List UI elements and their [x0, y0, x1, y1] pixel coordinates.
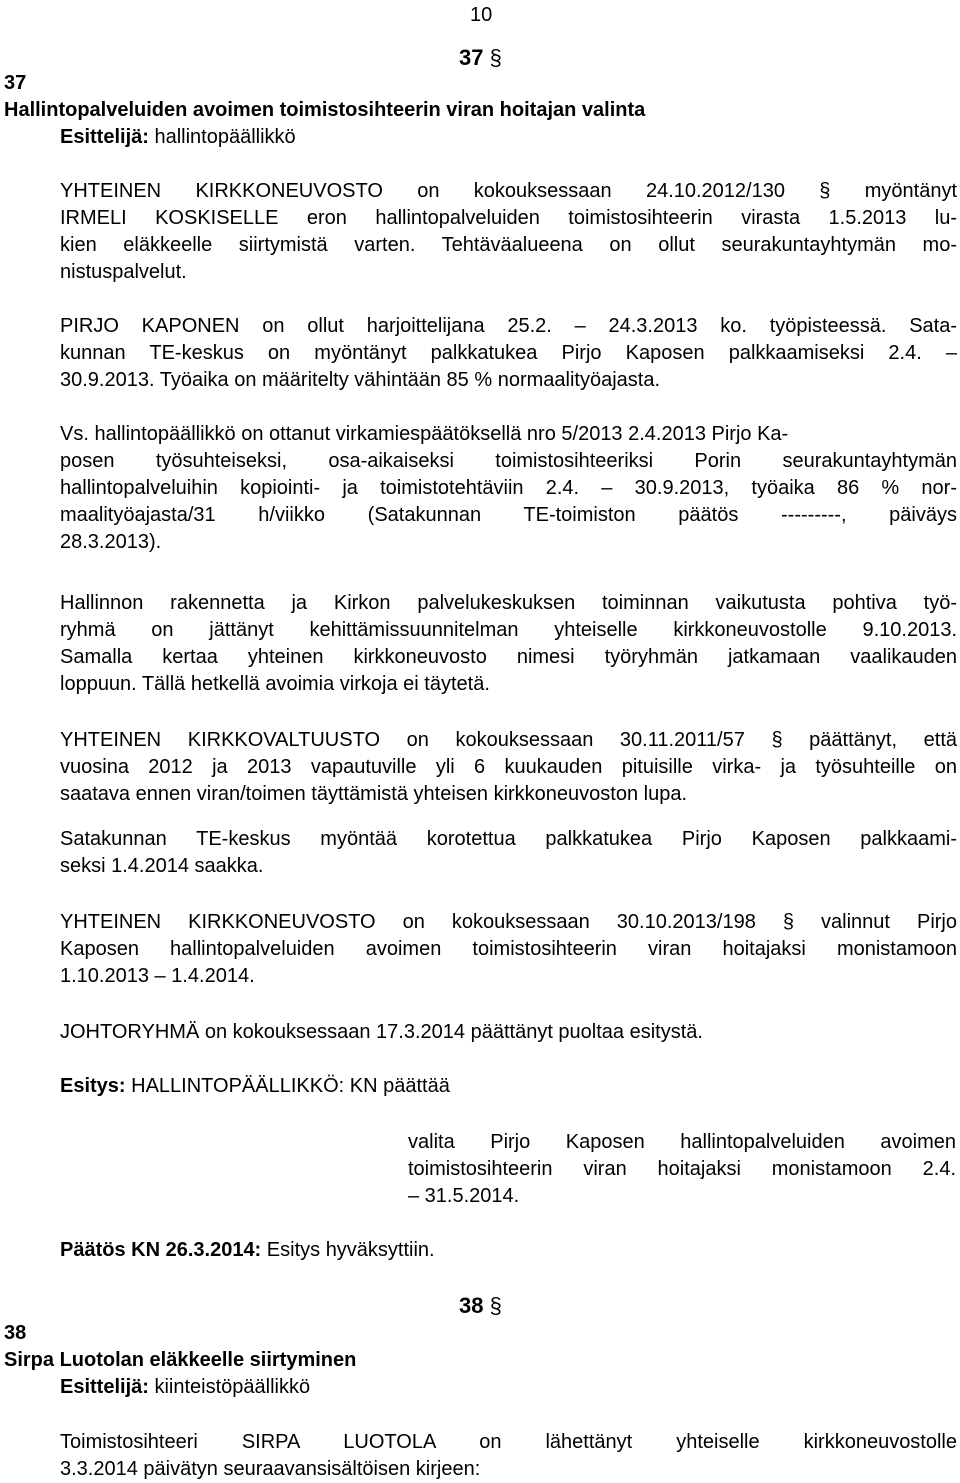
decision-line: valita Pirjo Kaposen hallintopalveluiden avoimen	[408, 1131, 956, 1153]
paragraph-6	[60, 826, 957, 880]
paragraph-line: ryhmä on jättänyt kehittämissuunnitelman yhteiselle kirkkoneuvostolle 9.10.2013.	[60, 619, 957, 641]
paragraph-line: kien eläkkeelle siirtymistä varten. Tehtäväalueena on ollut seurakuntayhtymän mo-	[60, 234, 957, 256]
paragraph-line: 30.9.2013. Työaika on määritelty vähintään 85 % normaalityöajasta.	[60, 369, 660, 391]
resolution-line	[60, 1237, 435, 1264]
item-title: Hallintopalveluiden avoimen toimistosihteerin viran hoitajan valinta	[4, 99, 646, 121]
paragraph-line: Satakunnan TE-keskus myöntää korotettua palkkatukea Pirjo Kaposen palkkaami-	[60, 828, 957, 850]
paragraph-line: 28.3.2013).	[60, 531, 162, 553]
paragraph-line: kunnan TE-keskus on myöntänyt palkkatukea Pirjo Kaposen palkkaamiseksi 2.4. –	[60, 342, 957, 364]
paragraph-line: vuosina 2012 ja 2013 vapautuville yli 6 kuukauden pituisille virka- ja työsuhteille on	[60, 756, 957, 778]
decision-text	[408, 1129, 956, 1210]
section-header-number: 38	[459, 1293, 484, 1318]
section-header-38	[459, 1292, 502, 1319]
item-title: Sirpa Luotolan eläkkeelle siirtyminen	[4, 1349, 357, 1371]
section-header-number: 37	[459, 45, 484, 70]
resolution-label: Päätös KN 26.3.2014:	[60, 1239, 262, 1261]
presenter-label: Esittelijä:	[60, 1376, 149, 1398]
paragraph-line: Hallinnon rakennetta ja Kirkon palvelukeskuksen toiminnan vaikutusta pohtiva työ-	[60, 592, 957, 614]
proposal-value: HALLINTOPÄÄLLIKKÖ: KN päättää	[125, 1075, 450, 1097]
presenter-label: Esittelijä:	[60, 126, 149, 148]
paragraph-1	[60, 1429, 957, 1483]
paragraph-line: YHTEINEN KIRKKONEUVOSTO on kokouksessaan 24.10.2012/130 § myöntänyt	[60, 180, 957, 202]
paragraph-line: YHTEINEN KIRKKOVALTUUSTO on kokouksessaan 30.11.2011/57 § päättänyt, että	[60, 729, 957, 751]
paragraph-line: hallintopalveluihin kopiointi- ja toimistotehtäviin 2.4. – 30.9.2013, työaika 86 % nor-	[60, 477, 957, 499]
paragraph-line: Vs. hallintopäällikkö on ottanut virkamiespäätöksellä nro 5/2013 2.4.2013 Pirjo Ka-	[60, 423, 789, 445]
paragraph-3	[60, 421, 957, 556]
paragraph-line: loppuun. Tällä hetkellä avoimia virkoja ei täytetä.	[60, 673, 490, 695]
presenter-line	[60, 124, 296, 151]
decision-line: toimistosihteerin viran hoitajaksi monistamoon 2.4.	[408, 1158, 956, 1180]
proposal-line	[60, 1073, 450, 1100]
paragraph-line: PIRJO KAPONEN on ollut harjoittelijana 25.2. – 24.3.2013 ko. työpisteessä. Sata-	[60, 315, 957, 337]
paragraph-line: Toimistosihteeri SIRPA LUOTOLA on lähettänyt yhteiselle kirkkoneuvostolle	[60, 1431, 957, 1453]
presenter-line	[60, 1374, 310, 1401]
paragraph-line: nistuspalvelut.	[60, 261, 187, 283]
paragraph-1	[60, 178, 957, 286]
section-sign: §	[489, 45, 502, 70]
paragraph-line: IRMELI KOSKISELLE eron hallintopalveluiden toimistosihteerin virasta 1.5.2013 lu-	[60, 207, 957, 229]
paragraph-5	[60, 727, 957, 808]
paragraph-line: Samalla kertaa yhteinen kirkkoneuvosto nimesi työryhmän jatkamaan vaalikauden	[60, 646, 957, 668]
presenter-value: hallintopäällikkö	[148, 126, 296, 148]
proposal-label: Esitys:	[60, 1075, 126, 1097]
paragraph-4	[60, 590, 957, 698]
paragraph-line: seksi 1.4.2014 saakka.	[60, 855, 264, 877]
paragraph-line: 1.10.2013 – 1.4.2014.	[60, 965, 255, 987]
item-number: 37	[4, 72, 27, 94]
paragraph-line: posen työsuhteiseksi, osa-aikaiseksi toimistosihteeriksi Porin seurakuntayhtymän	[60, 450, 957, 472]
page-number: 10	[470, 4, 493, 26]
paragraph-line: saatava ennen viran/toimen täyttämistä yhteisen kirkkoneuvoston lupa.	[60, 783, 688, 805]
paragraph-2	[60, 313, 957, 394]
paragraph-7	[60, 909, 957, 990]
paragraph-8: JOHTORYHMÄ on kokouksessaan 17.3.2014 päättänyt puoltaa esitystä.	[60, 1021, 703, 1043]
paragraph-line: 3.3.2014 päivätyn seuraavansisältöisen kirjeen:	[60, 1458, 481, 1480]
section-header-37	[459, 44, 502, 71]
section-sign: §	[489, 1293, 502, 1318]
paragraph-line: Kaposen hallintopalveluiden avoimen toimistosihteerin viran hoitajaksi monistamoon	[60, 938, 957, 960]
paragraph-line: YHTEINEN KIRKKONEUVOSTO on kokouksessaan 30.10.2013/198 § valinnut Pirjo	[60, 911, 957, 933]
resolution-value: Esitys hyväksyttiin.	[261, 1239, 435, 1261]
decision-line: – 31.5.2014.	[408, 1185, 520, 1207]
paragraph-line: maalityöajasta/31 h/viikko (Satakunnan TE-toimiston päätös ---------, päiväys	[60, 504, 957, 526]
presenter-value: kiinteistöpäällikkö	[148, 1376, 311, 1398]
item-number: 38	[4, 1322, 27, 1344]
